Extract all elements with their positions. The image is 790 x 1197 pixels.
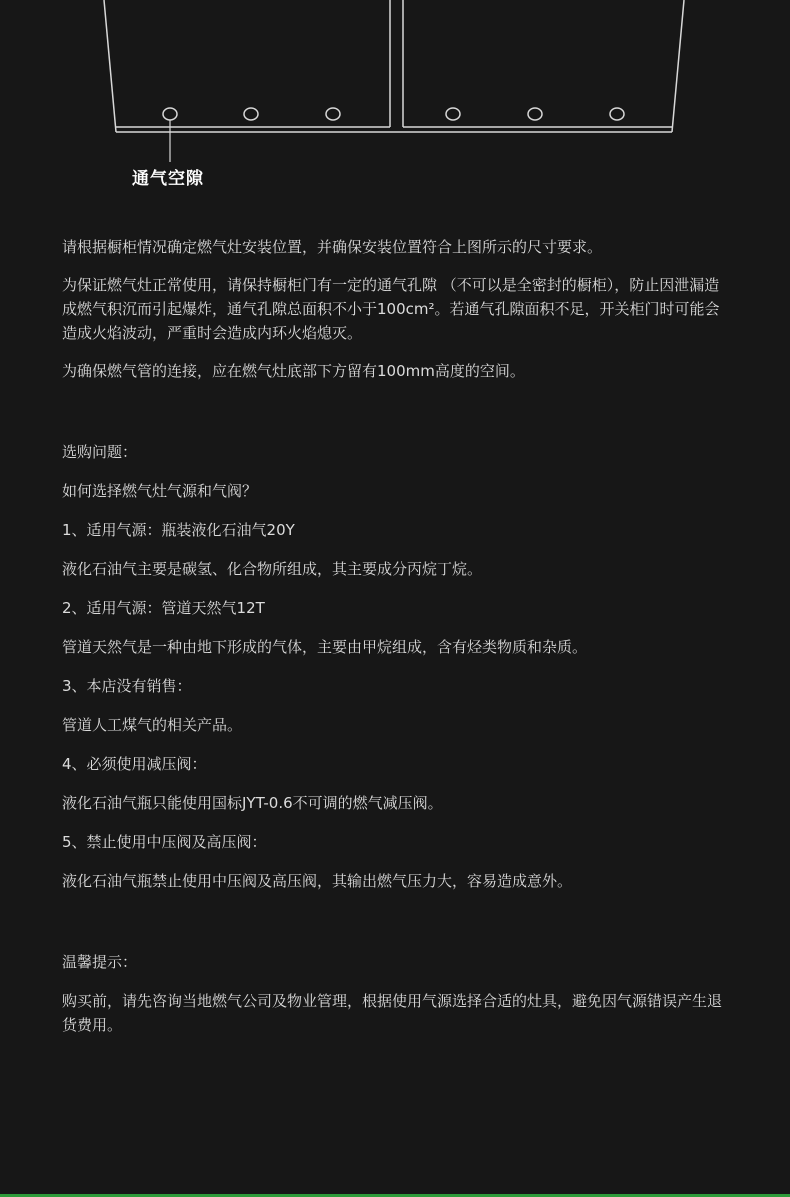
tips-heading: 温馨提示：	[62, 953, 138, 971]
tips-text: 购买前，请先咨询当地燃气公司及物业管理，根据使用气源选择合适的灶具，避免因气源错误产生退货费用。	[62, 992, 723, 1034]
item-5-title: 5、禁止使用中压阀及高压阀：	[62, 833, 267, 851]
vent-hole	[528, 108, 542, 120]
item-2-desc: 管道天然气是一种由地下形成的气体，主要由甲烷组成，含有烃类物质和杂质。	[62, 638, 588, 656]
item-2-title: 2、适用气源：管道天然气12T	[62, 599, 265, 617]
vent-hole	[326, 108, 340, 120]
install-position-note: 请根据橱柜情况确定燃气灶安装位置，并确保安装位置符合上图所示的尺寸要求。	[62, 238, 603, 256]
vent-hole	[244, 108, 258, 120]
vent-hole	[446, 108, 460, 120]
instructions-content	[62, 235, 734, 1037]
vent-hole	[610, 108, 624, 120]
gas-pipe-space-note: 为确保燃气管的连接，应在燃气灶底部下方留有100mm高度的空间。	[62, 362, 525, 380]
purchase-questions-heading: 选购问题：	[62, 443, 138, 461]
item-3-title: 3、本店没有销售：	[62, 677, 192, 695]
item-1-desc: 液化石油气主要是碳氢、化合物所组成，其主要成分丙烷丁烷。	[62, 560, 483, 578]
item-5-desc: 液化石油气瓶禁止使用中压阀及高压阀，其输出燃气压力大，容易造成意外。	[62, 872, 573, 890]
ventilation-note: 为保证燃气灶正常使用，请保持橱柜门有一定的通气孔隙 （不可以是全密封的橱柜），防止因泄漏造成燃气积沉而引起爆炸，通气孔隙总面积不小于100cm²。若通气孔隙面积不足，开关柜门时可能会造成火焰波动，严重时会造成内环火焰熄灭。	[62, 276, 720, 342]
vent-gap-label: 通气空隙	[132, 169, 204, 189]
item-3-desc: 管道人工煤气的相关产品。	[62, 716, 243, 734]
item-4-title: 4、必须使用减压阀：	[62, 755, 207, 773]
cabinet-right-wall	[672, 0, 684, 132]
cabinet-left-wall	[104, 0, 116, 132]
question-gas-valve: 如何选择燃气灶气源和气阀？	[62, 482, 258, 500]
item-4-desc: 液化石油气瓶只能使用国标JYT-0.6不可调的燃气减压阀。	[62, 794, 443, 812]
vent-hole	[163, 108, 177, 120]
item-1-title: 1、适用气源：瓶装液化石油气20Y	[62, 521, 295, 539]
cabinet-vent-diagram	[0, 0, 790, 200]
